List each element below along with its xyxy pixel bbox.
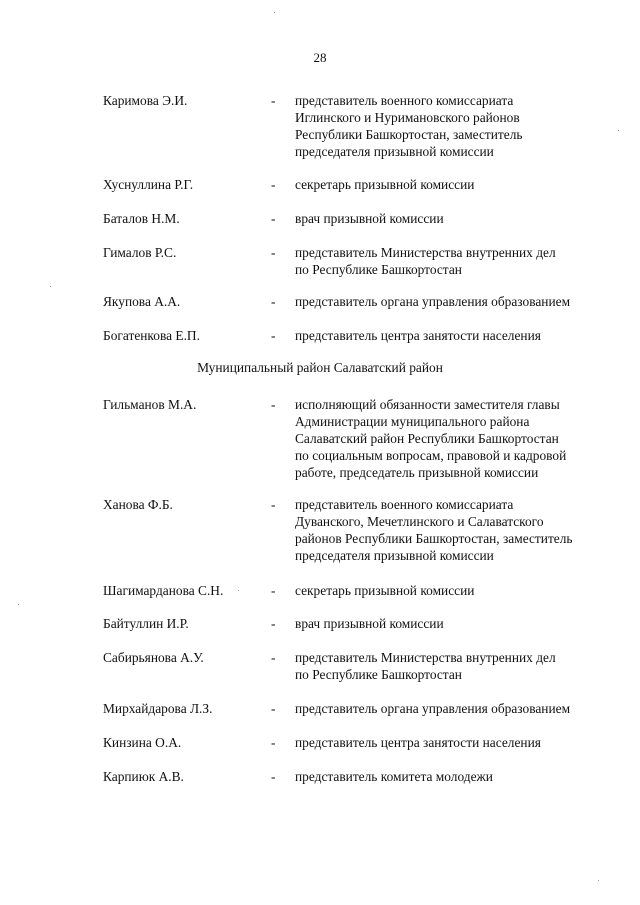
role-line: председателя призывной комиссии — [295, 144, 494, 159]
role-line: работе, председатель призывной комиссии — [295, 465, 539, 480]
role-line: по Республике Башкортостан — [295, 667, 462, 682]
dash-separator: - — [271, 616, 276, 631]
dash-separator: - — [271, 245, 276, 260]
scan-speck — [618, 130, 619, 131]
member-name: Сабирьянова А.У. — [103, 650, 204, 665]
member-name: Гильманов М.А. — [103, 397, 197, 412]
member-name: Байтуллин И.Р. — [103, 616, 189, 631]
member-role — [295, 582, 625, 599]
member-role — [295, 768, 625, 785]
member-role — [295, 734, 625, 751]
scan-speck — [18, 604, 19, 605]
member-role — [295, 293, 625, 310]
member-role — [295, 244, 625, 278]
member-name: Каримова Э.И. — [103, 93, 188, 108]
dash-separator: - — [271, 397, 276, 412]
member-role — [295, 615, 625, 632]
role-line: представитель центра занятости населения — [295, 735, 541, 750]
member-name: Ханова Ф.Б. — [103, 497, 173, 512]
scan-speck — [50, 286, 51, 287]
role-line: представитель военного комиссариата — [295, 497, 514, 512]
member-role — [295, 327, 625, 344]
role-line: представитель военного комиссариата — [295, 93, 514, 108]
member-role — [295, 210, 625, 227]
member-name: Якупова А.А. — [103, 294, 181, 309]
dash-separator: - — [271, 177, 276, 192]
role-line: секретарь призывной комиссии — [295, 583, 475, 598]
role-line: районов Республики Башкортостан, заместитель — [295, 531, 573, 546]
role-line: Администрации муниципального района — [295, 414, 530, 429]
section-heading: Муниципальный район Салаватский район — [197, 360, 443, 375]
role-line: председателя призывной комиссии — [295, 548, 494, 563]
member-name: Кинзина О.А. — [103, 735, 182, 750]
role-line: представитель центра занятости населения — [295, 328, 541, 343]
dash-separator: - — [271, 294, 276, 309]
member-name: Хуснуллина Р.Г. — [103, 177, 194, 192]
role-line: по Республике Башкортостан — [295, 262, 462, 277]
role-line: по социальным вопросам, правовой и кадровой — [295, 448, 567, 463]
role-line: представитель органа управления образованием — [295, 294, 571, 309]
member-name: Карпиюк А.В. — [103, 769, 184, 784]
member-role — [295, 649, 625, 683]
role-line: Иглинского и Нуримановского районов — [295, 110, 520, 125]
member-role — [295, 700, 625, 717]
member-name: Баталов Н.М. — [103, 211, 180, 226]
dash-separator: - — [271, 93, 276, 108]
dash-separator: - — [271, 328, 276, 343]
role-line: врач призывной комиссии — [295, 616, 444, 631]
dash-separator: - — [271, 735, 276, 750]
dash-separator: - — [271, 701, 276, 716]
dash-separator: - — [271, 583, 276, 598]
role-line: Дуванского, Мечетлинского и Салаватского — [295, 514, 544, 529]
scan-speck — [598, 880, 599, 881]
role-line: секретарь призывной комиссии — [295, 177, 475, 192]
scan-speck — [238, 590, 239, 591]
role-line: Республики Башкортостан, заместитель — [295, 127, 523, 142]
member-role — [295, 496, 625, 564]
role-line: исполняющий обязанности заместителя главы — [295, 397, 560, 412]
dash-separator: - — [271, 211, 276, 226]
dash-separator: - — [271, 769, 276, 784]
member-name: Мирхайдарова Л.З. — [103, 701, 213, 716]
member-role — [295, 92, 625, 160]
dash-separator: - — [271, 497, 276, 512]
scan-speck — [274, 12, 275, 13]
member-name: Гималов Р.С. — [103, 245, 177, 260]
dash-separator: - — [271, 650, 276, 665]
role-line: представитель органа управления образованием — [295, 701, 571, 716]
page-number: 28 — [313, 50, 327, 65]
role-line: врач призывной комиссии — [295, 211, 444, 226]
member-role — [295, 396, 625, 481]
member-name: Богатенкова Е.П. — [103, 328, 200, 343]
member-name: Шагимарданова С.Н. — [103, 583, 224, 598]
role-line: представитель Министерства внутренних дел — [295, 245, 556, 260]
role-line: представитель Министерства внутренних дел — [295, 650, 556, 665]
role-line: представитель комитета молодежи — [295, 769, 493, 784]
member-role — [295, 176, 625, 193]
role-line: Салаватский район Республики Башкортостан — [295, 431, 559, 446]
